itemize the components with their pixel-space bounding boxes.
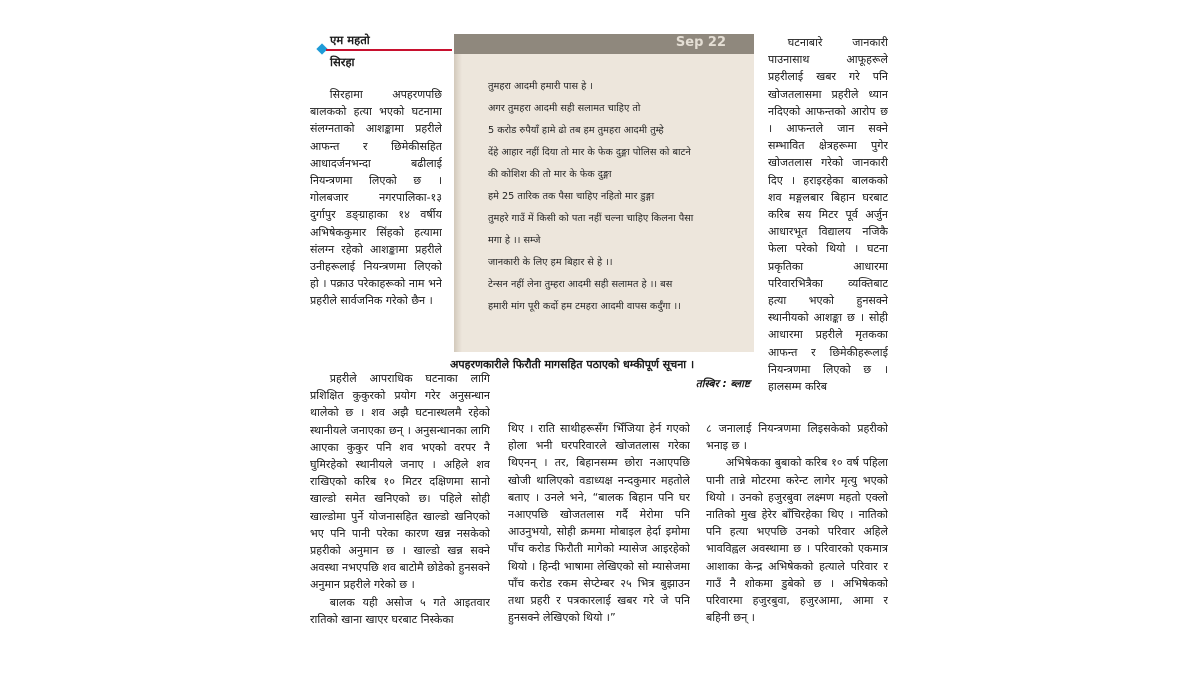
note-line: जानकारी के लिए हम बिहार से हे ।। — [488, 257, 613, 268]
author-name: एम महतो — [330, 33, 370, 47]
article-paragraph: ८ जनालाई नियन्त्रणमा लिइसकेको प्रहरीको भनाइ छ । — [706, 422, 888, 453]
article-paragraph: घटनाबारे जानकारी पाउनासाथ आफूहरूले प्रहरीलाई खबर गरे पनि खोजतलासमा प्रहरीले ध्यान नदिएको आफन्तको आरोप छ । आफन्तले जान सक्ने सम्भावित क्षेत्रहरूमा पुगेर खोजतलास गरेको जानकारी दिए । हराइरहेका बालकको शव मङ्गलबार बिहान घरबाट करिब सय मिटर पूर्व अर्जुन आधारभूत विद्यालय नजिकै फेला परेको थियो । घटना प्रकृतिका आधारमा परिवारभित्रैका व्यक्तिबाट हत्या भएको हुनसक्ने स्थानीयको आशङ्का छ । सोही आधारमा प्रहरीले मृतकका आफन्त र छिमेकीहरूलाई नियन्त्रणमा लिएको छ । हालसम्म करिब — [768, 36, 888, 394]
byline — [314, 32, 442, 70]
article-paragraph: प्रहरीले आपराधिक घटनाका लागि प्रशिक्षित कुकुरको प्रयोग गरेर अनुसन्धान थालेको छ । शव अझै घटनास्थलमै रहेको स्थानीयले जनाएका छन् । अनुसन्धानका लागि आएका कुकुर पनि शव भएको वरपर नै घुमिरहेको स्थानीयले जनाए । अहिले शव राखिएको करिब १० मिटर दक्षिणमा सानो खाल्डो समेत खनिएको छ। पहिले सोही खाल्डोमा पुर्ने योजनासहित खाल्डो खनिएको भए पनि पानी परेका कारण खन्न नसकेको प्रहरीको अनुमान छ । खाल्डो खन्न सक्ने अवस्था नभएपछि शव बाटोमै छोडेको हुनसक्ने अनुमान प्रहरीले गरेको छ । — [310, 372, 490, 592]
photo-date-stamp: Sep 22 — [675, 35, 726, 50]
article-paragraph: सिरहामा अपहरणपछि बालकको हत्या भएको घटनामा संलग्नताको आशङ्कामा प्रहरीले आफन्त र छिमेकीसहित आधादर्जनभन्दा बढीलाई नियन्त्रणमा लिएको छ । गोलबजार नगरपालिका-१३ दुर्गापुर डङ्ग्राहाका १४ वर्षीय अभिषेककुमार सिंहको हत्यामा संलग्न रहेको आशङ्कामा प्रहरीले उनीहरूलाई नियन्त्रणमा लिएको हो । पक्राउ परेकाहरूको नाम भने प्रहरीले सार्वजनिक गरेको छैन । — [310, 88, 442, 308]
note-line: तुमहरे गाउँ में किसी को पता नहीं चल्ना चाहिए किलना पैसा — [488, 213, 694, 224]
article-paragraph: बालक यही असोज ५ गते आइतवार रातिको खाना खाएर घरबाट निस्केका — [310, 595, 490, 626]
article-column-middle — [508, 420, 690, 670]
note-line: मगा हे ।। सम्जे — [488, 235, 541, 246]
note-line: अगर तुमहरा आदमी सही सलामत चाहिए तो — [488, 103, 641, 114]
note-line: टेन्सन नहीं लेना तुम्हरा आदमी सही सलामत हे ।। बस — [488, 279, 673, 290]
ransom-note-text — [488, 76, 750, 318]
note-line: हमारी मांग पूरी कर्दो हम टमहरा आदमी वापस कर्दुँगा ।। — [488, 301, 681, 312]
note-line: की कोशिश की तो मार के फेक दुङ्गा — [488, 169, 612, 180]
article-column-left-bottom — [310, 370, 490, 670]
ransom-note-photo — [454, 34, 754, 352]
article-column-right-bottom — [706, 420, 888, 670]
note-line: हमे 25 तारिक तक पैसा चाहिए नहितो मार डुङ्गा — [488, 191, 655, 202]
note-line: तुमहरा आदमी हमारी पास हे । — [488, 81, 593, 92]
photo-shadow — [454, 54, 462, 352]
byline-rule — [326, 49, 452, 51]
photo-top-band — [454, 34, 754, 54]
article-column-left-top — [310, 86, 442, 368]
photo-caption: अपहरणकारीले फिरौती मागसहित पठाएको धम्कीपूर्ण सूचना । — [450, 358, 695, 371]
article-paragraph: अभिषेकका बुबाको करिब १० वर्ष पहिला पानी तान्ने मोटरमा करेन्ट लागेर मृत्यु भएको थियो । उनको हजुरबुवा लक्ष्मण महतो एक्लो नातिको मुख हेरेर बाँचिरहेका थिए । नातिको पनि हत्या भएपछि उनको परिवार अहिले भावविह्वल अवस्थामा छ । परिवारको एकमात्र आशाका केन्द्र अभिषेकको हत्याले परिवार र गाउँ नै शोकमा डुबेको छ । अभिषेकको परिवारमा हजुरबुवा, हजुरआमा, आमा र बहिनी छन् । — [706, 456, 888, 625]
article-column-right-top — [768, 34, 888, 454]
dateline-place: सिरहा — [330, 55, 355, 69]
photo-credit: तस्बिर : ब्लाष्ट — [695, 378, 750, 390]
article-paragraph: थिए । राति साथीहरूसँग भिँजिया हेर्न गएको होला भनी घरपरिवारले खोजतलास गरेका थिएनन् । तर, बिहानसम्म छोरा नआएपछि खोजी थालिएको वडाध्यक्ष नन्दकुमार महतोले बताए । उनले भने, “बालक बिहान पनि घर नआएपछि खोजतलास गर्दै मेरोमा पनि आउनुभयो, सोही क्रममा मोबाइल हेर्दा इमोमा पाँच करोड फिरौती मागेको म्यासेज आइरहेको थियो । हिन्दी भाषामा लेखिएको सो म्यासेजमा पाँच करोड रकम सेप्टेम्बर २५ भित्र बुझाउन तथा प्रहरी र पत्रकारलाई खबर गरे जे पनि हुनसक्ने लेखिएको थियो ।” — [508, 422, 690, 625]
note-line: 5 करोड रुपैयाँ हामे ढो तब हम तुमहरा आदमी तुम्हे — [488, 125, 664, 136]
note-line: देंहे आहार नहीं दिया तो मार के फेक दुङ्गा पोलिस को बाटने — [488, 147, 691, 158]
